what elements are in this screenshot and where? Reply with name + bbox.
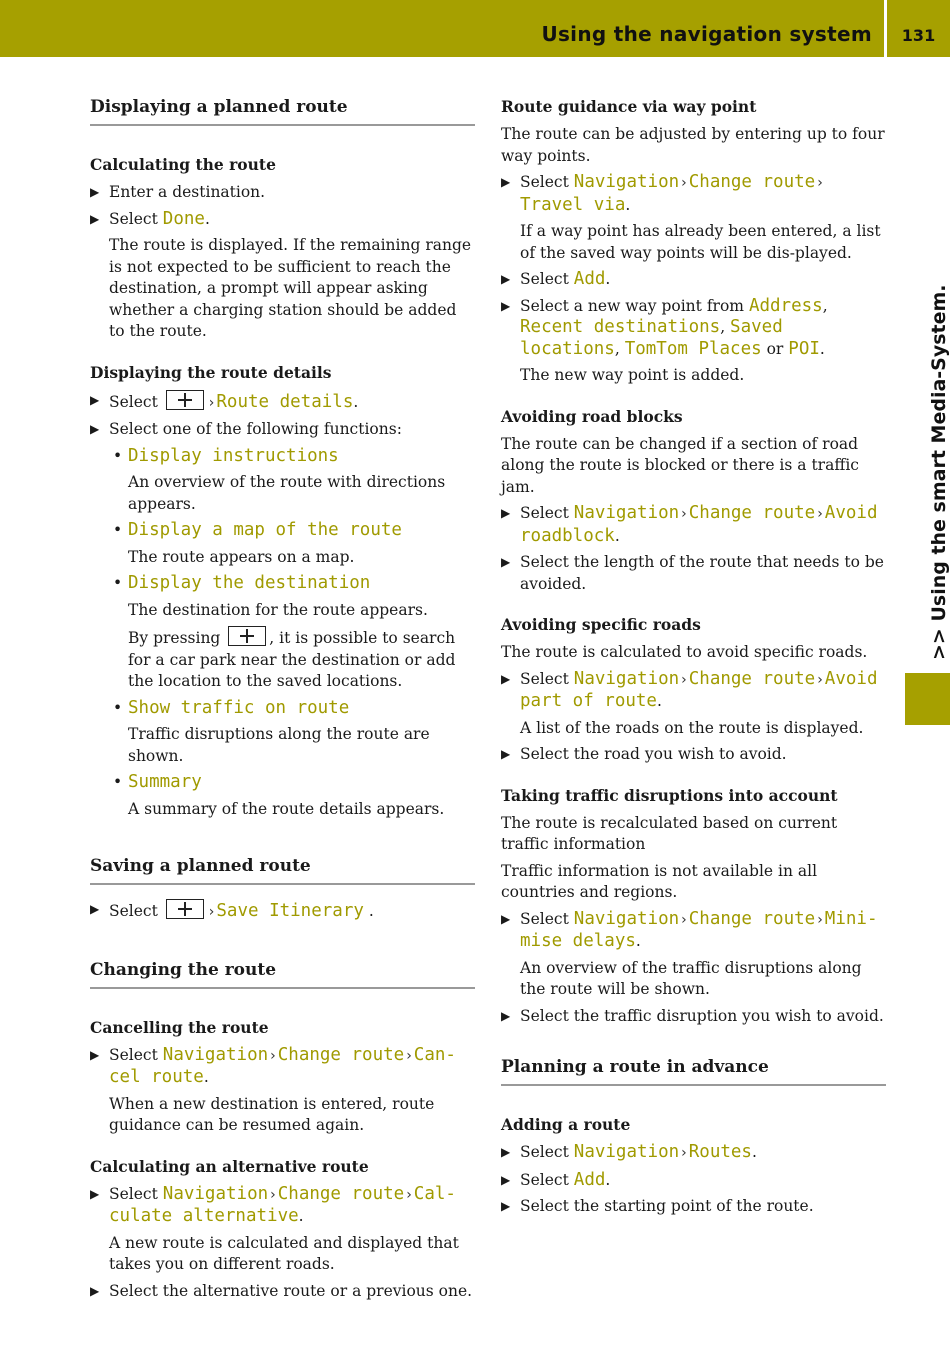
plus-icon: [166, 390, 204, 410]
menu-item-save-itinerary: Save Itinerary: [216, 901, 364, 921]
right-column: [501, 96, 886, 1223]
function-item: • Summary: [113, 772, 202, 792]
function-item: • Show traffic on route: [113, 697, 350, 718]
plus-icon: [228, 626, 266, 646]
header-title: Using the navigation system: [541, 22, 872, 46]
step-note: A new route is calculated and displayed that takes you on different roads.: [109, 1233, 459, 1273]
subsection-title: Calculating the route: [90, 155, 276, 174]
left-column: [90, 96, 475, 1307]
step-note: An overview of the traffic disruptions along the route will be shown.: [520, 958, 862, 998]
section-title: Planning a route in advance: [501, 1056, 886, 1086]
function-desc: Traffic disruptions along the route are shown.: [128, 725, 430, 765]
step: ▶ Select the length of the route that needs to be avoided.: [501, 552, 886, 595]
step: ▶ Select the starting point of the route.: [501, 1196, 886, 1218]
side-tab-label: >> Using the smart Media-System.: [928, 284, 950, 660]
step: ▶ Select Navigation › Change route › Avoid part of route.: [501, 669, 886, 713]
function-desc: An overview of the route with directions appears.: [128, 473, 446, 513]
page-number: 131: [901, 26, 936, 45]
subsection-title: Cancelling the route: [90, 1017, 269, 1037]
paragraph: The route can be changed if a section of road along the route is blocked or there is a traffic jam.: [501, 434, 859, 496]
section-title: Changing the route: [90, 959, 475, 989]
step: ▶ Select Navigation › Change route › Travel via.: [501, 172, 886, 216]
step: ▶ Enter a destination.: [90, 182, 475, 204]
step: ▶ Select Done.: [90, 209, 475, 231]
section-title: Saving a planned route: [90, 855, 475, 885]
step: ▶ Select Navigation › Change route › Cal- culate alternative.: [90, 1184, 475, 1228]
step-note: The route is displayed. If the remaining range is not expected to be sufficient to reach the destination, a prompt will appear asking whether a charging station should be added to the route.: [109, 236, 472, 340]
menu-item-route-details: Route details: [216, 391, 354, 412]
section-title: Displaying a planned route: [90, 96, 475, 126]
step: ▶ Select Navigation › Routes.: [501, 1142, 886, 1165]
page-header: [0, 0, 950, 57]
step: ▶ Select a new way point from Address, Recent destinations, Saved locations, TomTom Places or POI.: [501, 296, 886, 361]
subsection-title: Adding a route: [501, 1115, 631, 1134]
step: ▶ Select Add.: [501, 1170, 886, 1192]
step: ▶ Select › Save Itinerary .: [90, 899, 475, 924]
step-note: When a new destination is entered, route guidance can be resumed again.: [109, 1094, 435, 1134]
subsection-title: Displaying the route details: [90, 362, 332, 382]
step: ▶ Select the traffic disruption you wish to avoid.: [501, 1006, 886, 1028]
step: ▶ Select Navigation › Change route › Mini- mise delays.: [501, 909, 886, 953]
step-note: A list of the roads on the route is displayed.: [520, 718, 864, 737]
paragraph: The route is recalculated based on current traffic information: [501, 813, 838, 853]
step: ▶ Select Navigation › Change route › Avoid roadblock.: [501, 503, 886, 547]
function-desc: The route appears on a map.: [128, 547, 355, 566]
function-desc: The destination for the route appears.: [128, 600, 428, 619]
subsection-title: Route guidance via way point: [501, 97, 757, 116]
step-note: If a way point has already been entered, a list of the saved way points will be dis-played.: [520, 222, 881, 262]
step: ▶ Select the alternative route or a previous one.: [90, 1281, 475, 1303]
step: ▶ Select one of the following functions:: [90, 419, 475, 441]
plus-icon: [166, 899, 204, 919]
step-note: The new way point is added.: [520, 366, 745, 384]
function-item: • Display a map of the route: [113, 520, 402, 540]
paragraph: The route is calculated to avoid specific roads.: [501, 643, 868, 661]
function-item: • Display the destination: [113, 573, 371, 593]
paragraph: The route can be adjusted by entering up to four way points.: [501, 125, 885, 165]
function-desc: By pressing , it is possible to search for a car park near the destination or add the location to the saved locations.: [128, 626, 475, 693]
step: ▶ Select Add.: [501, 269, 886, 291]
step: ▶ Select the road you wish to avoid.: [501, 744, 886, 766]
paragraph: Traffic information is not available in all countries and regions.: [501, 861, 818, 901]
function-desc: A summary of the route details appears.: [128, 799, 445, 818]
step: ▶ Select Navigation › Change route › Can- cel route.: [90, 1045, 475, 1089]
subsection-title: Taking traffic disruptions into account: [501, 785, 838, 805]
menu-item-done: Done: [162, 208, 205, 229]
subsection-title: Avoiding specific roads: [501, 615, 701, 634]
subsection-title: Avoiding road blocks: [501, 406, 683, 426]
function-item: • Display instructions: [113, 445, 339, 466]
step: ▶ Select › Route details.: [90, 390, 475, 415]
subsection-title: Calculating an alternative route: [90, 1156, 369, 1176]
side-tab-marker: [905, 673, 950, 725]
